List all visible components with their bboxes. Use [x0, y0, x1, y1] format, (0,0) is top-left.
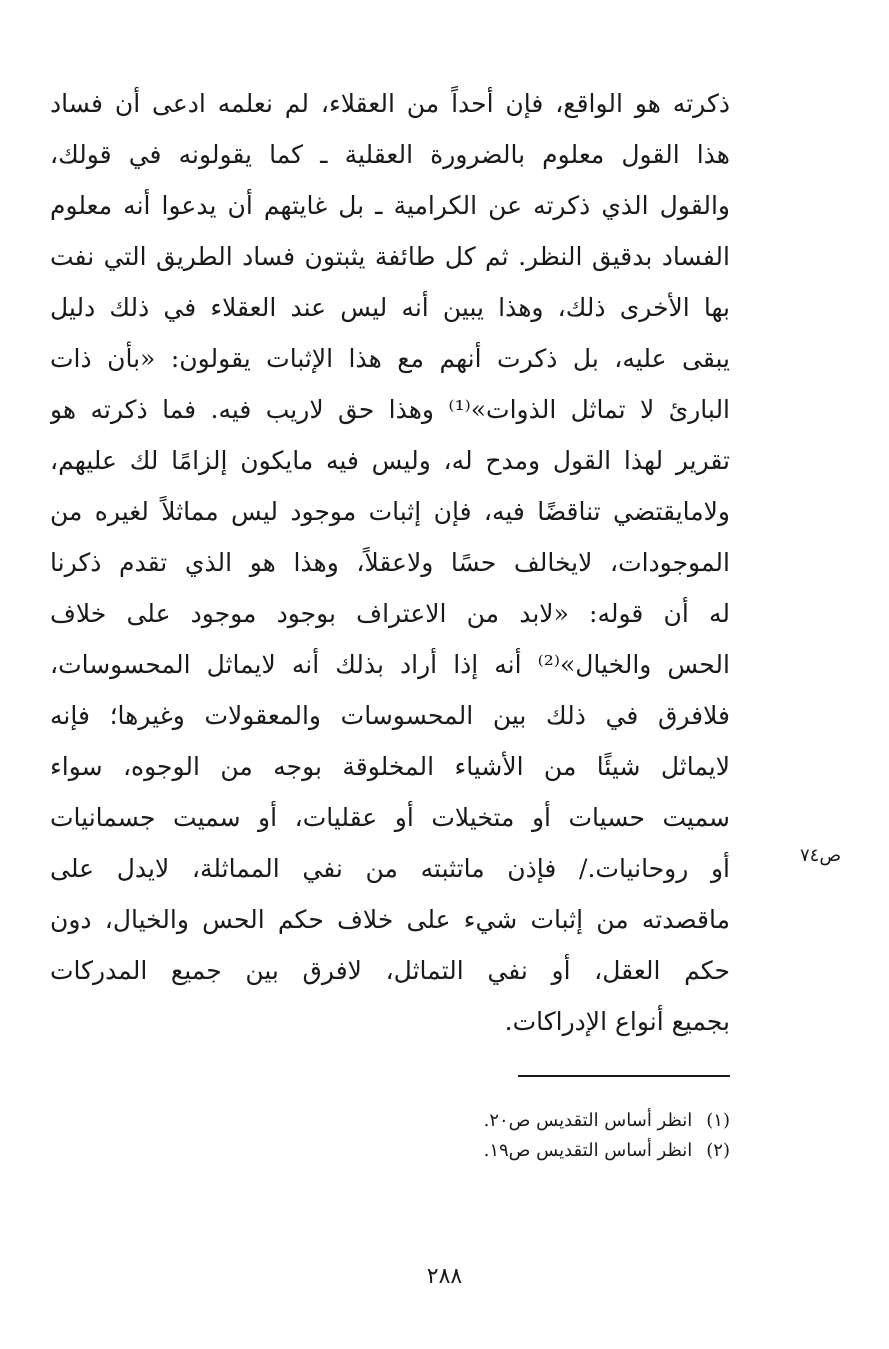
text-line-8: تقرير لهذا القول ومدح له، وليس فيه مايكون إلزامًا لك عليهم، — [50, 446, 730, 475]
text-line-15: سميت حسيات أو متخيلات أو عقليات، أو سميت جسمانيات — [50, 803, 730, 832]
text-line-3: والقول الذي ذكرته عن الكرامية ـ بل غايتهم أن يدعوا أنه معلوم — [50, 191, 730, 220]
text-line-5: بها الأخرى ذلك، وهذا يبين أنه ليس عند العقلاء في ذلك دليل — [50, 293, 730, 322]
text-line-17: ماقصدته من إثبات شيء على خلاف حكم الحس والخيال، دون — [50, 905, 730, 934]
text-line-9: ولامايقتضي تناقضًا فيه، فإن إثبات موجود ليس مماثلاً لغيره من — [50, 497, 730, 526]
footnote-divider — [518, 1075, 730, 1077]
text-line-12: الحس والخيال»⁽²⁾ أنه إذا أراد بذلك أنه لايماثل المحسوسات، — [50, 650, 730, 679]
text-line-4: الفساد بدقيق النظر. ثم كل طائفة يثبتون فساد الطريق التي نفت — [50, 242, 730, 271]
page-number: ٢٨٨ — [426, 1264, 463, 1289]
margin-page-reference: ص٧٤ — [800, 845, 842, 866]
text-line-18: حكم العقل، أو نفي التماثل، لافرق بين جميع المدركات — [50, 956, 730, 985]
text-line-7: البارئ لا تماثل الذوات»⁽¹⁾ وهذا حق لاريب فيه. فما ذكرته هو — [50, 395, 730, 424]
footnote-text: انظر أساس التقديس ص١٩. — [483, 1140, 693, 1161]
footnote-number: (٢) — [706, 1140, 730, 1161]
footnote-number: (١) — [706, 1110, 730, 1131]
footnote-2 — [300, 1136, 730, 1166]
footnote-text: انظر أساس التقديس ص٢٠. — [483, 1110, 693, 1131]
footnotes — [300, 1106, 730, 1166]
text-line-19: بجميع أنواع الإدراكات. — [504, 1007, 730, 1036]
main-text — [50, 78, 730, 1047]
text-line-1: ذكرته هو الواقع، فإن أحداً من العقلاء، لم نعلمه ادعى أن فساد — [50, 89, 730, 118]
text-line-13: فلافرق في ذلك بين المحسوسات والمعقولات وغيرها؛ فإنه — [50, 701, 730, 730]
text-line-10: الموجودات، لايخالف حسًا ولاعقلاً، وهذا هو الذي تقدم ذكرنا — [50, 548, 730, 577]
text-line-2: هذا القول معلوم بالضرورة العقلية ـ كما يقولونه في قولك، — [50, 140, 730, 169]
text-line-6: يبقى عليه، بل ذكرت أنهم مع هذا الإثبات يقولون: «بأن ذات — [50, 344, 730, 373]
text-line-16: أو روحانيات./ فإذن ماتثبته من نفي المماثلة، لايدل على — [50, 854, 730, 883]
text-line-14: لايماثل شيئًا من الأشياء المخلوقة بوجه من الوجوه، سواء — [50, 752, 730, 781]
footnote-1 — [300, 1106, 730, 1136]
text-line-11: له أن قوله: «لابد من الاعتراف بوجود موجود على خلاف — [50, 599, 730, 628]
